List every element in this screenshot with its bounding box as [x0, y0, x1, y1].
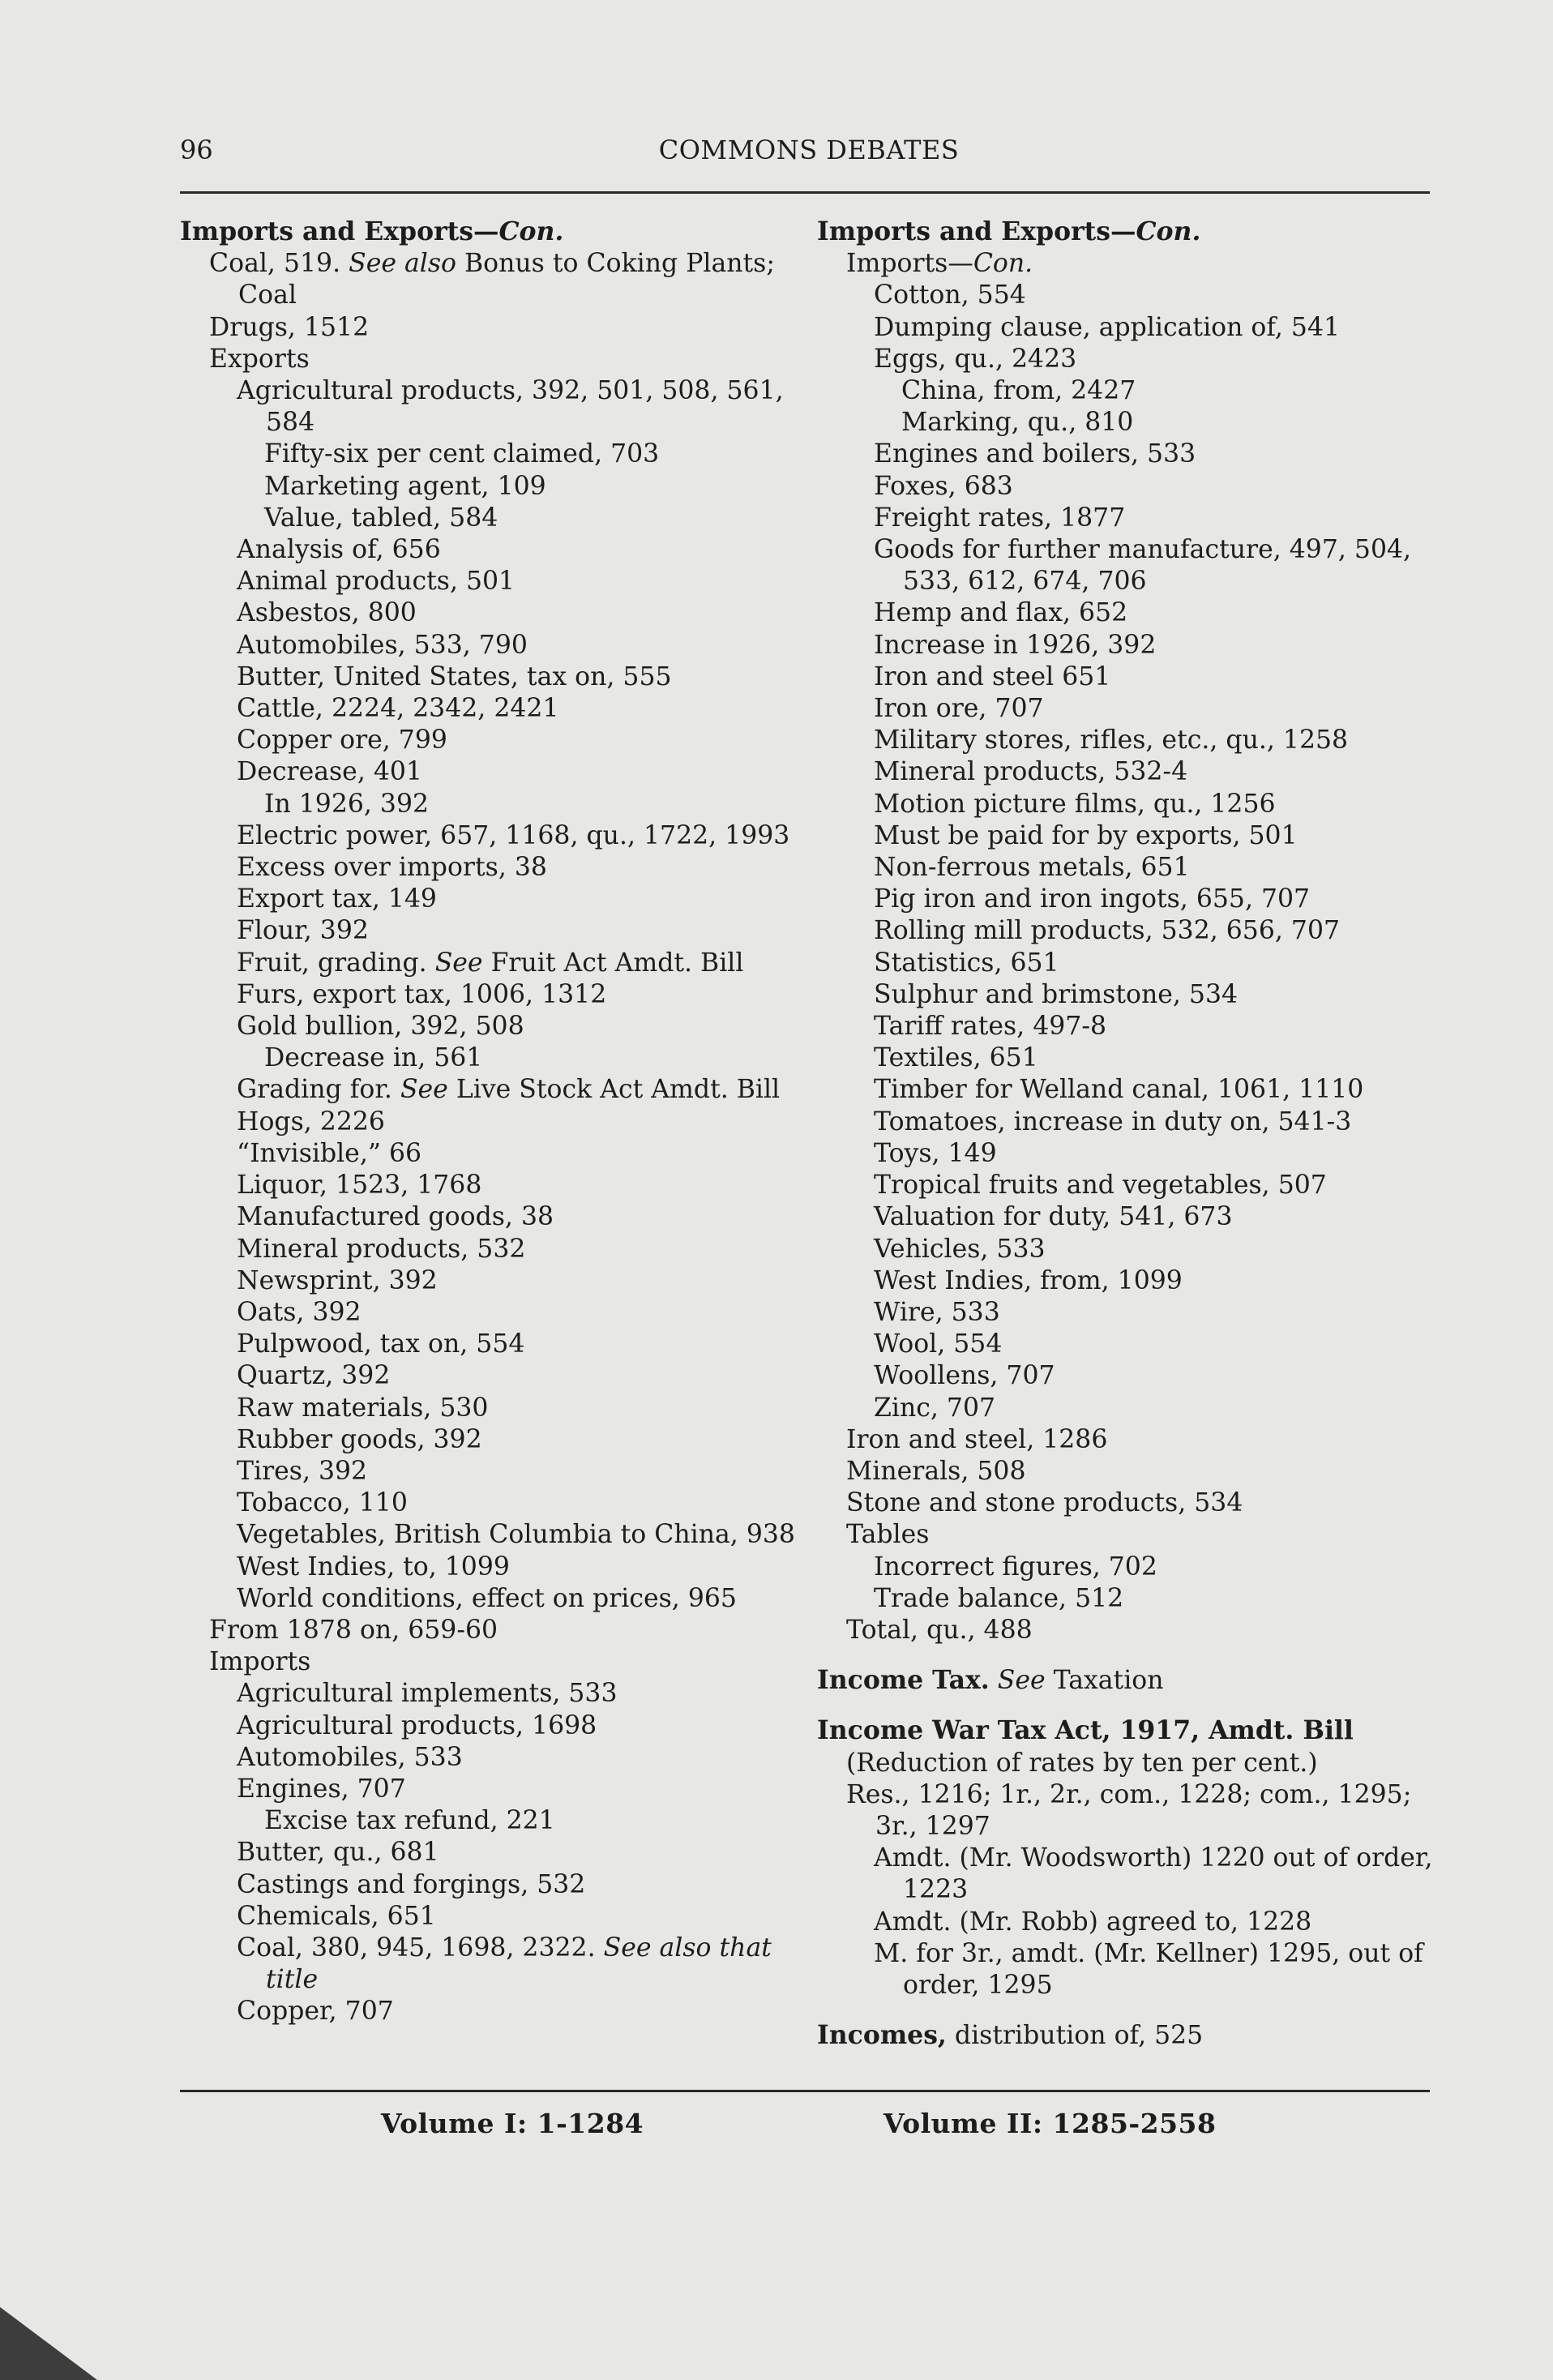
index-entry	[180, 1074, 796, 1106]
index-entry	[180, 725, 796, 756]
index-entry	[817, 884, 1441, 915]
entry-text: Trade balance, 512	[874, 1583, 1124, 1613]
index-entry	[817, 1456, 1441, 1488]
footer-volume-one: Volume I: 1-1284	[381, 2108, 644, 2139]
entry-text: Tomatoes, increase in duty on, 541-3	[874, 1107, 1352, 1136]
index-entry	[180, 439, 796, 470]
entry-text: Agricultural products, 392, 501, 508, 561, 584	[237, 376, 784, 438]
entry-text: World conditions, effect on prices, 965	[237, 1583, 737, 1613]
entry-text: Live Stock Act Amdt. Bill	[447, 1075, 781, 1105]
bottom-rule	[180, 2090, 1430, 2092]
index-entry	[180, 566, 796, 597]
entry-text: Decrease in, 561	[264, 1043, 483, 1073]
entry-text: Vegetables, British Columbia to China, 938	[237, 1520, 795, 1550]
index-entry	[180, 852, 796, 884]
index-entry	[180, 1424, 796, 1456]
entry-text: Rolling mill products, 532, 656, 707	[874, 916, 1341, 946]
index-entry	[817, 1107, 1441, 1138]
entry-text: Automobiles, 533	[237, 1742, 463, 1772]
page-edge-shadow	[0, 2307, 97, 2380]
entry-text: Oats, 392	[237, 1297, 362, 1327]
entry-text: Income Tax.	[817, 1665, 990, 1696]
entry-text: Imports	[209, 1647, 311, 1677]
entry-text: Coal, 519.	[209, 249, 349, 279]
index-entry	[817, 756, 1441, 788]
entry-text: Chemicals, 651	[237, 1901, 436, 1931]
entry-text: Decrease, 401	[237, 757, 422, 787]
index-entry	[817, 1074, 1441, 1106]
index-entry	[817, 439, 1441, 470]
index-entry	[817, 661, 1441, 693]
index-entry	[180, 1329, 796, 1360]
entry-text: Automobiles, 533, 790	[237, 630, 528, 660]
entry-text: Butter, qu., 681	[237, 1838, 439, 1868]
index-entry	[817, 1170, 1441, 1201]
page-number: 96	[180, 135, 213, 165]
index-entry	[817, 693, 1441, 725]
entry-text: Minerals, 508	[846, 1456, 1026, 1486]
entry-text: Cotton, 554	[874, 280, 1026, 310]
entry-text: Imports and Exports—	[180, 216, 499, 246]
entry-text: Must be paid for by exports, 501	[874, 820, 1298, 850]
entry-text: Incorrect figures, 702	[874, 1552, 1157, 1582]
entry-text: Manufactured goods, 38	[237, 1202, 554, 1232]
index-entry	[817, 1042, 1441, 1074]
entry-text: Butter, United States, tax on, 555	[237, 661, 672, 691]
index-entry	[180, 248, 796, 311]
index-entry	[180, 1774, 796, 1805]
entry-text: Iron ore, 707	[874, 694, 1044, 724]
index-entry	[180, 1265, 796, 1297]
index-heading	[180, 216, 796, 248]
entry-text: In 1926, 392	[264, 789, 430, 819]
index-entry	[180, 915, 796, 947]
entry-text: Value, tabled, 584	[264, 503, 498, 533]
entry-text: Imports and Exports—	[817, 216, 1136, 246]
entry-text: Woollens, 707	[874, 1361, 1055, 1391]
index-entry	[180, 1646, 796, 1678]
index-entry	[180, 534, 796, 566]
running-title: COMMONS DEBATES	[658, 135, 960, 165]
index-heading	[817, 1664, 1441, 1697]
entry-text: Taxation	[1045, 1666, 1164, 1696]
entry-text: Fruit Act Amdt. Bill	[482, 948, 744, 978]
index-entry	[817, 1907, 1441, 1938]
index-entry	[817, 1488, 1441, 1519]
entry-text: Tables	[846, 1520, 930, 1550]
index-entry	[817, 1583, 1441, 1615]
index-entry	[180, 1552, 796, 1583]
entry-text: Imports—	[846, 249, 973, 279]
entry-text	[990, 1666, 998, 1695]
index-entry	[817, 1138, 1441, 1170]
index-entry	[180, 1393, 796, 1424]
entry-text: Agricultural implements, 533	[237, 1679, 618, 1709]
entry-text: Marketing agent, 109	[264, 471, 546, 501]
entry-text: Amdt. (Mr. Robb) agreed to, 1228	[874, 1907, 1312, 1937]
entry-gap	[817, 1697, 1441, 1714]
index-entry	[817, 630, 1441, 661]
index-entry	[817, 820, 1441, 852]
index-entry	[817, 915, 1441, 947]
entry-text: Incomes,	[817, 2020, 947, 2051]
index-entry	[817, 1938, 1441, 2001]
entry-text: Valuation for duty, 541, 673	[874, 1202, 1233, 1232]
index-heading	[817, 216, 1441, 248]
entry-text: Vehicles, 533	[874, 1234, 1046, 1264]
entry-text: Drugs, 1512	[209, 312, 370, 342]
entry-text: Liquor, 1523, 1768	[237, 1171, 482, 1201]
index-entry	[180, 1933, 796, 1996]
entry-text: Gold bullion, 392, 508	[237, 1012, 524, 1042]
index-entry	[180, 884, 796, 915]
entry-text: Grading for.	[237, 1075, 400, 1105]
index-entry	[180, 756, 796, 788]
entry-text: From 1878 on, 659-60	[209, 1615, 498, 1645]
index-entry	[817, 1393, 1441, 1424]
index-entry	[817, 1779, 1441, 1843]
entry-text: Tropical fruits and vegetables, 507	[874, 1171, 1327, 1201]
entry-text: Zinc, 707	[874, 1393, 996, 1423]
index-entry	[817, 597, 1441, 629]
index-entry	[180, 471, 796, 503]
entry-text: Electric power, 657, 1168, qu., 1722, 1993	[237, 820, 790, 850]
entry-text: Export tax, 149	[237, 884, 437, 914]
entry-text: Fruit, grading.	[237, 948, 435, 978]
entry-text: Tires, 392	[237, 1456, 368, 1486]
index-entry	[180, 1138, 796, 1170]
entry-text: Engines and boilers, 533	[874, 439, 1196, 469]
entry-text: Hemp and flax, 652	[874, 598, 1128, 628]
index-entry	[180, 1710, 796, 1742]
entry-text: Goods for further manufacture, 497, 504, 533, 612, 674, 706	[874, 535, 1412, 597]
entry-italic-text: See	[434, 948, 483, 978]
entry-text: Cattle, 2224, 2342, 2421	[237, 694, 559, 724]
index-entry	[180, 1170, 796, 1201]
index-entry	[817, 1748, 1441, 1779]
entry-text: Furs, export tax, 1006, 1312	[237, 979, 607, 1009]
entry-text: Flour, 392	[237, 916, 369, 946]
index-entry	[180, 1011, 796, 1042]
entry-text: Castings and forgings, 532	[237, 1869, 586, 1899]
entry-text: Wool, 554	[874, 1329, 1003, 1359]
entry-text: (Reduction of rates by ten per cent.)	[846, 1748, 1318, 1778]
index-entry	[817, 1234, 1441, 1265]
entry-text: Increase in 1926, 392	[874, 630, 1157, 660]
index-entry	[817, 1552, 1441, 1583]
entry-text: Marking, qu., 810	[901, 408, 1134, 438]
entry-text: Textiles, 651	[874, 1043, 1038, 1073]
index-entry	[817, 725, 1441, 756]
index-entry	[180, 1742, 796, 1774]
index-entry	[817, 1011, 1441, 1042]
entry-gap	[817, 2001, 1441, 2019]
entry-text: Stone and stone products, 534	[846, 1488, 1243, 1518]
entry-text: West Indies, from, 1099	[874, 1265, 1183, 1295]
index-entry	[180, 1869, 796, 1901]
entry-text: Pulpwood, tax on, 554	[237, 1329, 525, 1359]
entry-text: Iron and steel 651	[874, 661, 1111, 691]
entry-text: Copper ore, 799	[237, 726, 447, 756]
index-entry	[180, 948, 796, 979]
index-entry	[180, 1837, 796, 1868]
entry-text: M. for 3r., amdt. (Mr. Kellner) 1295, out of order, 1295	[874, 1938, 1423, 2000]
entry-text: Military stores, rifles, etc., qu., 1258	[874, 726, 1349, 756]
index-entry	[180, 661, 796, 693]
index-entry	[817, 1329, 1441, 1360]
index-column-right	[817, 216, 1441, 2052]
index-entry	[817, 1843, 1441, 1906]
index-entry	[180, 1297, 796, 1329]
entry-text: Asbestos, 800	[237, 598, 417, 628]
entry-italic-text: See	[997, 1666, 1046, 1696]
entry-text: Foxes, 683	[874, 471, 1013, 501]
index-entry	[180, 1615, 796, 1646]
entry-text: Freight rates, 1877	[874, 503, 1126, 533]
entry-text: Tobacco, 110	[237, 1488, 408, 1518]
entry-text: Copper, 707	[237, 1997, 394, 2027]
entry-text: Income War Tax Act, 1917, Amdt. Bill	[817, 1715, 1354, 1746]
index-entry	[180, 979, 796, 1011]
index-entry	[817, 375, 1441, 407]
entry-text: West Indies, to, 1099	[237, 1552, 510, 1582]
entry-text: Wire, 533	[874, 1297, 1000, 1327]
index-entry	[817, 534, 1441, 597]
index-entry	[180, 344, 796, 375]
index-entry	[180, 1519, 796, 1551]
entry-italic-text: See also that title	[266, 1933, 772, 1995]
entry-italic-text: See also	[349, 249, 456, 279]
entry-italic-text: Con.	[498, 216, 564, 246]
index-entry	[180, 1996, 796, 2027]
index-entry	[180, 1583, 796, 1615]
entry-italic-text: See	[400, 1075, 448, 1105]
entry-text: Timber for Welland canal, 1061, 1110	[874, 1075, 1364, 1105]
entry-text: Dumping clause, application of, 541	[874, 312, 1341, 342]
entry-text: Hogs, 2226	[237, 1107, 385, 1136]
entry-italic-text: Con.	[973, 249, 1033, 279]
entry-text: Excess over imports, 38	[237, 853, 547, 883]
index-entry	[180, 597, 796, 629]
entry-text: Raw materials, 530	[237, 1393, 489, 1423]
index-entry	[817, 1201, 1441, 1233]
entry-italic-text: Con.	[1136, 216, 1201, 246]
index-entry	[180, 1901, 796, 1933]
index-entry	[817, 1265, 1441, 1297]
entry-text: Fifty-six per cent claimed, 703	[264, 439, 660, 469]
index-heading	[817, 1714, 1441, 1747]
entry-text: Pig iron and iron ingots, 655, 707	[874, 884, 1311, 914]
index-entry	[817, 979, 1441, 1011]
entry-gap	[817, 1646, 1441, 1664]
index-entry	[817, 248, 1441, 280]
footer-volume-two: Volume II: 1285-2558	[883, 2108, 1217, 2139]
index-entry	[180, 375, 796, 439]
entry-text: Res., 1216; 1r., 2r., com., 1228; com., 1295; 3r., 1297	[846, 1779, 1412, 1841]
entry-text: Coal, 380, 945, 1698, 2322.	[237, 1933, 604, 1963]
entry-text: distribution of, 525	[946, 2021, 1204, 2051]
index-entry	[817, 407, 1441, 439]
index-entry	[180, 820, 796, 852]
entry-text: Mineral products, 532-4	[874, 757, 1188, 787]
entry-text: Sulphur and brimstone, 534	[874, 979, 1239, 1009]
entry-text: Mineral products, 532	[237, 1234, 526, 1264]
entry-text: Eggs, qu., 2423	[874, 344, 1077, 374]
index-entry	[180, 693, 796, 725]
index-entry	[180, 1805, 796, 1837]
index-entry	[817, 503, 1441, 534]
index-entry	[817, 789, 1441, 820]
entry-text: Toys, 149	[874, 1138, 997, 1168]
index-entry	[817, 1615, 1441, 1646]
index-entry	[817, 852, 1441, 884]
entry-text: Exports	[209, 344, 310, 374]
index-column-left	[180, 216, 796, 2028]
index-entry	[180, 312, 796, 344]
index-entry	[817, 471, 1441, 503]
index-entry	[180, 503, 796, 534]
entry-text: Agricultural products, 1698	[237, 1710, 597, 1740]
index-heading	[817, 2019, 1441, 2052]
top-rule	[180, 191, 1430, 194]
entry-text: Quartz, 392	[237, 1361, 391, 1391]
entry-text: Total, qu., 488	[846, 1615, 1033, 1645]
entry-text: Iron and steel, 1286	[846, 1424, 1108, 1454]
index-entry	[817, 1519, 1441, 1551]
index-entry	[180, 1042, 796, 1074]
index-entry	[180, 1234, 796, 1265]
entry-text: Analysis of, 656	[237, 535, 441, 565]
index-entry	[180, 1107, 796, 1138]
entry-text: Animal products, 501	[237, 567, 516, 597]
entry-text: Non-ferrous metals, 651	[874, 853, 1190, 883]
index-entry	[817, 280, 1441, 311]
entry-text: Excise tax refund, 221	[264, 1806, 555, 1836]
index-entry	[817, 948, 1441, 979]
index-entry	[817, 312, 1441, 344]
index-entry	[180, 630, 796, 661]
index-entry	[817, 1424, 1441, 1456]
index-entry	[180, 1360, 796, 1392]
index-entry	[817, 344, 1441, 375]
index-entry	[180, 1678, 796, 1710]
entry-text: Statistics, 651	[874, 948, 1059, 978]
entry-text: Amdt. (Mr. Woodsworth) 1220 out of order, 1223	[874, 1843, 1433, 1905]
index-entry	[180, 789, 796, 820]
entry-text: Bonus to Coking Plants; Coal	[238, 249, 775, 310]
index-entry	[180, 1456, 796, 1488]
index-entry	[817, 1360, 1441, 1392]
index-entry	[180, 1201, 796, 1233]
entry-text: “Invisible,” 66	[237, 1138, 422, 1168]
entry-text: Engines, 707	[237, 1774, 406, 1804]
index-entry	[817, 1297, 1441, 1329]
entry-text: Motion picture films, qu., 1256	[874, 789, 1276, 819]
entry-text: Rubber goods, 392	[237, 1424, 482, 1454]
index-entry	[180, 1488, 796, 1519]
entry-text: Tariff rates, 497-8	[874, 1012, 1107, 1042]
entry-text: Newsprint, 392	[237, 1265, 438, 1295]
entry-text: China, from, 2427	[901, 376, 1136, 406]
